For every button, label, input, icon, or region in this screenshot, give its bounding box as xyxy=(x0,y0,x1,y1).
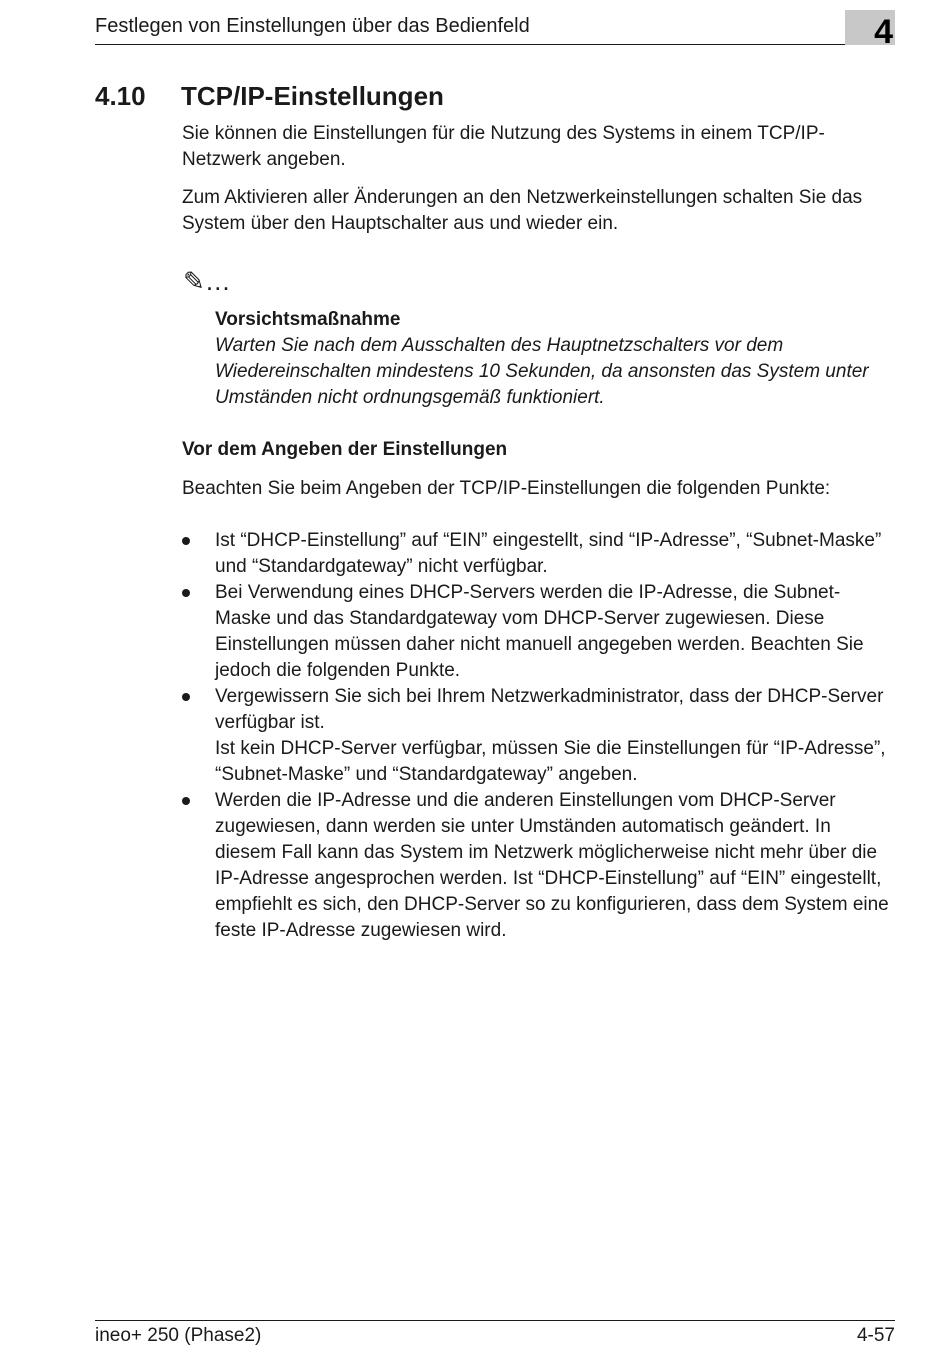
subheading-before-settings: Vor dem Angeben der Einstellungen xyxy=(182,439,508,460)
bullet-list xyxy=(182,528,896,944)
footer-product-name: ineo+ 250 (Phase2) xyxy=(95,1325,262,1346)
list-item xyxy=(182,580,896,684)
bullet-icon xyxy=(182,537,190,545)
intro-paragraph-1: Sie können die Einstellungen für die Nutzung des Systems in einem TCP/IP-Netzwerk angeben. xyxy=(182,123,825,170)
section-title: TCP/IP-Einstellungen xyxy=(181,81,444,111)
section-number: 4.10 xyxy=(95,81,146,111)
list-item xyxy=(182,528,896,580)
bullet-icon xyxy=(182,693,190,701)
bullet-icon xyxy=(182,797,190,805)
list-item xyxy=(182,684,896,788)
list-item-text: Werden die IP-Adresse und die anderen Einstellungen vom DHCP-Server zugewiesen, dann werden sie unter Umständen automatisch geändert. In diesem Fall kann das System im Netzwerk möglicherweise nicht mehr über die IP-Adresse angesprochen werden. Ist “DHCP-Einstellung” auf “EIN” eingestellt, empfiehlt es sich, den DHCP-Server so zu konfigurieren, dass dem System eine feste IP-Adresse zugewiesen wird. xyxy=(215,790,889,941)
chapter-tab xyxy=(845,10,895,51)
footer-page-number: 4-57 xyxy=(856,1325,895,1346)
header-divider xyxy=(95,44,895,45)
note-text: Warten Sie nach dem Ausschalten des Hauptnetzschalters vor dem Wiedereinschalten mindestens 10 Sekunden, da ansonsten das System unter Umständen nicht ordnungsgemäß funktioniert. xyxy=(215,335,869,408)
list-item xyxy=(182,788,896,944)
section-heading xyxy=(95,80,444,112)
chapter-number: 4 xyxy=(874,13,893,51)
list-item-text: Ist “DHCP-Einstellung” auf “EIN” eingestellt, sind “IP-Adresse”, “Subnet-Maske” und “Standardgateway” nicht verfügbar. xyxy=(215,530,882,577)
bullet-icon xyxy=(182,589,190,597)
list-item-text: Vergewissern Sie sich bei Ihrem Netzwerkadministrator, dass der DHCP-Server verfügbar ist. xyxy=(215,686,884,733)
list-item-text: Bei Verwendung eines DHCP-Servers werden die IP-Adresse, die Subnet-Maske und das Standardgateway vom DHCP-Server zugewiesen. Diese Einstellungen müssen daher nicht manuell angegeben werden. Beachten Sie jedoch die folgenden Punkte. xyxy=(215,582,864,681)
footer-divider xyxy=(95,1320,895,1321)
before-settings-intro: Beachten Sie beim Angeben der TCP/IP-Einstellungen die folgenden Punkte: xyxy=(182,478,831,499)
note-title: Vorsichtsmaßnahme xyxy=(215,309,401,330)
pencil-note-icon: ✎… xyxy=(183,266,231,296)
running-header-title: Festlegen von Einstellungen über das Bedienfeld xyxy=(95,15,530,37)
list-item-extra-text: Ist kein DHCP-Server verfügbar, müssen Sie die Einstellungen für “IP-Adresse”, “Subnet-Maske” und “Standardgateway” angeben. xyxy=(215,738,886,785)
intro-paragraph-2: Zum Aktivieren aller Änderungen an den Netzwerkeinstellungen schalten Sie das System über den Hauptschalter aus und wieder ein. xyxy=(182,187,863,234)
